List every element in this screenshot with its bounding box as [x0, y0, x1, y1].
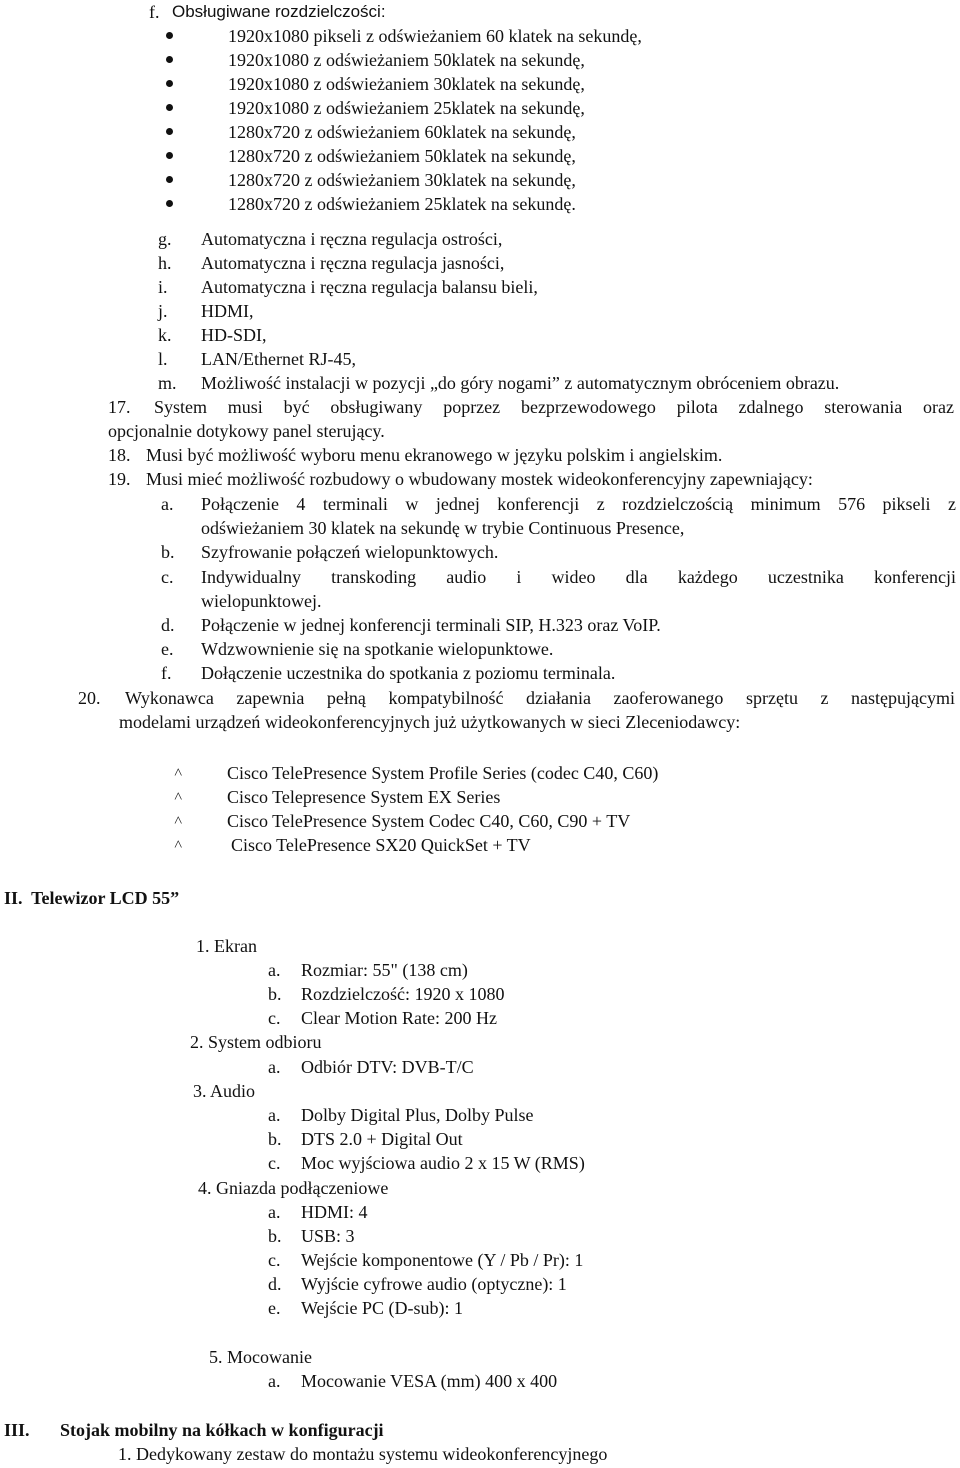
- list-marker: a.: [268, 1105, 281, 1125]
- bullet-icon: [166, 80, 173, 87]
- list-marker: c.: [268, 1008, 281, 1028]
- list-item: 1920x1080 z odświeżaniem 30klatek na sekundę,: [228, 74, 585, 94]
- list-item: 1920x1080 z odświeżaniem 25klatek na sekundę,: [228, 98, 585, 118]
- bullet-icon: [166, 200, 173, 207]
- bullet-icon: [166, 104, 173, 111]
- list-marker: f.: [161, 663, 172, 683]
- list-marker: d.: [268, 1274, 282, 1294]
- list-item: Automatyczna i ręczna regulacja ostrości,: [201, 229, 503, 249]
- section-numeral: III.: [4, 1420, 30, 1440]
- list-item: Clear Motion Rate: 200 Hz: [301, 1008, 497, 1028]
- list-item: HDMI: 4: [301, 1202, 368, 1222]
- list-marker: b.: [268, 1129, 282, 1149]
- list-marker: g.: [158, 229, 172, 249]
- list-item: 1280x720 z odświeżaniem 50klatek na sekundę,: [228, 146, 576, 166]
- paragraph-line: Wykonawca zapewnia pełną kompatybilność działania zaoferowanego sprzętu z następującymi: [125, 688, 955, 708]
- group-title: 2. System odbioru: [190, 1032, 322, 1052]
- list-marker: h.: [158, 253, 172, 273]
- list-item: 1. Dedykowany zestaw do montażu systemu wideokonferencyjnego: [118, 1444, 608, 1464]
- list-item: Rozmiar: 55" (138 cm): [301, 960, 468, 980]
- list-item: Wejście PC (D-sub): 1: [301, 1298, 464, 1318]
- bullet-icon: [166, 56, 173, 63]
- list-marker: i.: [158, 277, 168, 297]
- list-item: DTS 2.0 + Digital Out: [301, 1129, 463, 1149]
- list-item: Cisco TelePresence System Codec C40, C60, C90 + TV: [227, 811, 631, 831]
- list-item: Cisco TelePresence SX20 QuickSet + TV: [231, 835, 531, 855]
- list-marker: 19.: [108, 469, 131, 489]
- section-title: Obsługiwane rozdzielczości:: [172, 2, 386, 21]
- list-marker: b.: [268, 984, 282, 1004]
- section-heading: Stojak mobilny na kółkach w konfiguracji: [60, 1420, 384, 1440]
- list-item: Wyjście cyfrowe audio (optyczne): 1: [301, 1274, 567, 1294]
- bullet-icon: [166, 152, 173, 159]
- list-marker: 20.: [78, 688, 101, 708]
- paragraph-line: opcjonalnie dotykowy panel sterujący.: [108, 421, 385, 441]
- list-marker: a.: [268, 1057, 281, 1077]
- paragraph-line: modelami urządzeń wideokonferencyjnych już użytkowanych w sieci Zleceniodawcy:: [119, 712, 741, 732]
- list-marker: j.: [158, 301, 168, 321]
- bullet-icon: [166, 176, 173, 183]
- list-item: Szyfrowanie połączeń wielopunktowych.: [201, 542, 499, 562]
- list-item: odświeżaniem 30 klatek na sekundę w trybie Continuous Presence,: [201, 518, 685, 538]
- list-item: Automatyczna i ręczna regulacja jasności,: [201, 253, 505, 273]
- list-item: 1920x1080 pikseli z odświeżaniem 60 klatek na sekundę,: [228, 26, 642, 46]
- list-item: Indywidualny transkoding audio i wideo dla każdego uczestnika konferencji: [201, 567, 956, 587]
- list-item: 1280x720 z odświeżaniem 60klatek na sekundę,: [228, 122, 576, 142]
- list-item: Wejście komponentowe (Y / Pb / Pr): 1: [301, 1250, 584, 1270]
- list-marker: 17.: [108, 397, 131, 417]
- list-item: HD-SDI,: [201, 325, 267, 345]
- list-item: Połączenie w jednej konferencji terminali SIP, H.323 oraz VoIP.: [201, 615, 661, 635]
- list-item: Odbiór DTV: DVB-T/C: [301, 1057, 474, 1077]
- list-item: 1280x720 z odświeżaniem 25klatek na sekundę.: [228, 194, 576, 214]
- list-item: LAN/Ethernet RJ-45,: [201, 349, 356, 369]
- list-item: Połączenie 4 terminali w jednej konferencji z rozdzielczością minimum 576 pikseli z: [201, 494, 956, 514]
- group-title: 1. Ekran: [196, 936, 257, 956]
- bullet-icon: [166, 128, 173, 135]
- list-marker: m.: [158, 373, 177, 393]
- list-item: Cisco TelePresence System Profile Series (codec C40, C60): [227, 763, 659, 783]
- list-marker: c.: [161, 567, 174, 587]
- list-marker: e.: [161, 639, 174, 659]
- list-item: Wdzwownienie się na spotkanie wielopunktowe.: [201, 639, 554, 659]
- paragraph-line: Musi być możliwość wyboru menu ekranowego w języku polskim i angielskim.: [146, 445, 723, 465]
- list-marker: b.: [268, 1226, 282, 1246]
- bullet-icon: [166, 32, 173, 39]
- list-marker: c.: [268, 1250, 281, 1270]
- list-item: Możliwość instalacji w pozycji „do góry nogami” z automatycznym obróceniem obrazu.: [201, 373, 840, 393]
- list-marker: a.: [268, 1202, 281, 1222]
- list-item: Dolby Digital Plus, Dolby Pulse: [301, 1105, 534, 1125]
- group-title: 4. Gniazda podłączeniowe: [198, 1178, 389, 1198]
- list-item: Rozdzielczość: 1920 x 1080: [301, 984, 505, 1004]
- group-title: 5. Mocowanie: [209, 1347, 312, 1367]
- caret-bullet-icon: ˄: [174, 789, 183, 805]
- list-item: Automatyczna i ręczna regulacja balansu bieli,: [201, 277, 538, 297]
- list-marker: d.: [161, 615, 175, 635]
- list-marker: a.: [268, 960, 281, 980]
- list-marker: a.: [161, 494, 174, 514]
- list-marker: k.: [158, 325, 172, 345]
- list-marker: l.: [158, 349, 168, 369]
- list-marker: c.: [268, 1153, 281, 1173]
- list-item: 1280x720 z odświeżaniem 30klatek na sekundę,: [228, 170, 576, 190]
- paragraph-line: System musi być obsługiwany poprzez bezprzewodowego pilota zdalnego sterowania oraz: [154, 397, 954, 417]
- list-item: Cisco Telepresence System EX Series: [227, 787, 501, 807]
- list-item: USB: 3: [301, 1226, 355, 1246]
- list-marker: b.: [161, 542, 175, 562]
- list-item: Mocowanie VESA (mm) 400 x 400: [301, 1371, 558, 1391]
- caret-bullet-icon: ˄: [174, 837, 183, 853]
- group-title: 3. Audio: [193, 1081, 256, 1101]
- list-item: HDMI,: [201, 301, 254, 321]
- paragraph-line: Musi mieć możliwość rozbudowy o wbudowany mostek wideokonferencyjny zapewniający:: [146, 469, 813, 489]
- list-item: Dołączenie uczestnika do spotkania z poziomu terminala.: [201, 663, 616, 683]
- list-marker: a.: [268, 1371, 281, 1391]
- list-item: wielopunktowej.: [201, 591, 322, 611]
- caret-bullet-icon: ˄: [174, 813, 183, 829]
- list-marker: f.: [149, 2, 160, 22]
- list-marker: 18.: [108, 445, 131, 465]
- list-item: Moc wyjściowa audio 2 x 15 W (RMS): [301, 1153, 585, 1173]
- list-marker: e.: [268, 1298, 281, 1318]
- caret-bullet-icon: ˄: [174, 765, 183, 781]
- list-item: 1920x1080 z odświeżaniem 50klatek na sekundę,: [228, 50, 585, 70]
- section-heading: II. Telewizor LCD 55”: [4, 888, 180, 908]
